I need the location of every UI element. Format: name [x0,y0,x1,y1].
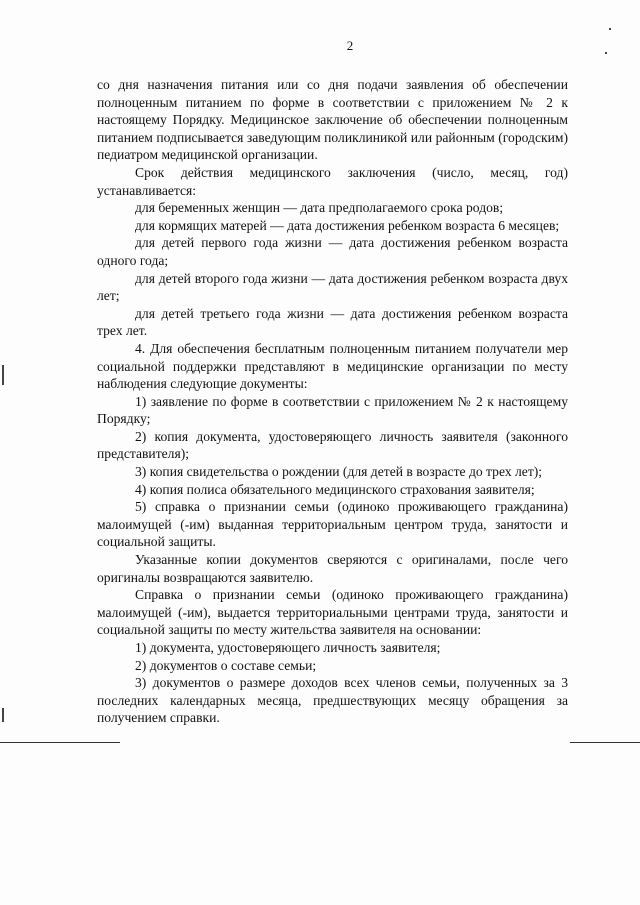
paragraph: 2) документов о составе семьи; [135,657,317,673]
paragraph: 2) копия документа, удостоверяющего личность заявителя (законного представителя); [97,428,568,462]
paragraph: для кормящих матерей — дата достижения ребенком возраста 6 месяцев; [135,217,560,233]
paragraph: для детей третьего года жизни — дата достижения ребенком возраста трех лет. [97,305,568,339]
page-number: 2 [346,38,354,53]
paragraph: 4) копия полиса обязательного медицинского страхования заявителя; [135,481,535,497]
paragraph: 4. Для обеспечения бесплатным полноценным питанием получатели мер социальной поддержки представляют в медицинские организации по месту наблюдения следующие документы: [97,340,568,392]
paragraph: 1) документа, удостоверяющего личность заявителя; [135,640,441,655]
paragraph: для детей первого года жизни — дата достижения ребенком возраста одного года; [97,235,568,268]
paragraph: со дня назначения питания или со дня подачи заявления об обеспечении полноценным питанием по форме в соответствии с приложением № 2 к настоящему Порядку. Медицинское заключение об обеспечении полноценным питанием подписывается заведующим поликлиникой или районным (городским) педиатром медицинской организации. [97,77,568,163]
paragraph: Справка о признании семьи (одиноко проживающего гражданина) малоимущей (-им), выдается территориальными центрами труда, занятости и социальной защиты по месту жительства заявителя на основании: [97,587,568,638]
paragraph: 5) справка о признании семьи (одиноко проживающего гражданина) малоимущей (-им) выданная территориальным центром труда, занятости и социальной защиты. [97,499,568,550]
paragraph: Указанные копии документов сверяются с оригиналами, после чего оригиналы возвращаются заявителю. [97,552,568,585]
paragraph: для детей второго года жизни — дата достижения ребенком возраста двух лет; [97,270,568,304]
scan-line-right [570,742,640,743]
scan-mark [2,365,4,385]
paragraph: Срок действия медицинского заключения (число, месяц, год) устанавливается: [97,164,568,198]
scan-mark [2,708,4,722]
paragraph: 3) документов о размере доходов всех членов семьи, полученных за 3 последних календарных месяца, предшествующих месяцу обращения за получением справки. [97,675,568,726]
paragraph: 3) копия свидетельства о рождении (для детей в возрасте до трех лет); [135,464,543,480]
scan-line-left [0,742,120,743]
document-body [97,76,568,727]
scan-mark [605,52,607,54]
paragraph: 1) заявление по форме в соответствии с приложением № 2 к настоящему Порядку; [97,393,568,427]
scan-mark [609,28,611,30]
paragraph: для беременных женщин — дата предполагаемого срока родов; [135,200,504,216]
